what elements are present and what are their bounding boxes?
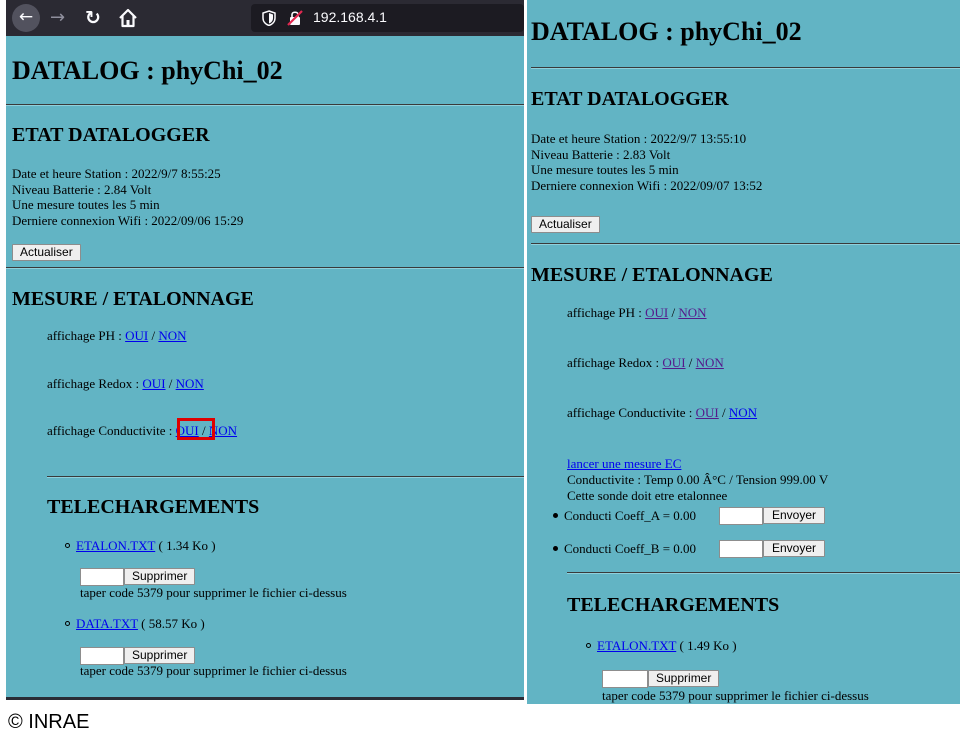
actualiser-button[interactable]: Actualiser <box>531 216 600 233</box>
redox-oui-link[interactable]: OUI <box>662 355 686 370</box>
file-item <box>586 638 737 654</box>
delete-code-input[interactable] <box>80 568 124 586</box>
url-bar[interactable] <box>251 4 524 32</box>
telechargements-heading: TELECHARGEMENTS <box>567 594 780 616</box>
conductivite-non-link[interactable]: NON <box>208 423 238 438</box>
lancer-mesure-ec-link[interactable]: lancer une mesure EC <box>567 456 682 471</box>
conductivite-non-link[interactable]: NON <box>728 405 758 420</box>
supprimer-button[interactable]: Supprimer <box>124 647 195 664</box>
affichage-conductivite-row: affichage Conductivite : OUI / NON <box>47 423 238 438</box>
back-arrow-icon[interactable]: ← <box>12 4 40 32</box>
envoyer-button[interactable]: Envoyer <box>763 540 825 557</box>
copyright-notice: © INRAE <box>8 711 90 733</box>
measure-interval: Une mesure toutes les 5 min <box>12 197 160 212</box>
last-wifi-connection: Derniere connexion Wifi : 2022/09/06 15:29 <box>12 212 244 228</box>
calibration-warning: Cette sonde doit etre etalonnee <box>567 488 728 503</box>
bottom-bar <box>6 697 524 700</box>
redox-oui-link[interactable]: OUI <box>142 376 166 391</box>
page-title: DATALOG : phyChi_02 <box>531 17 802 46</box>
url-text: 192.168.4.1 <box>313 9 387 25</box>
page-title: DATALOG : phyChi_02 <box>12 56 283 85</box>
bullet-icon <box>553 513 558 518</box>
measure-interval: Une mesure toutes les 5 min <box>531 162 679 177</box>
bullet-icon <box>65 543 70 548</box>
coeff-a-label: Conducti Coeff_A = 0.00 <box>564 508 697 523</box>
ph-oui-link[interactable]: OUI <box>645 305 669 320</box>
browser-toolbar <box>6 0 524 36</box>
file-size: ( 1.34 Ko ) <box>155 538 216 553</box>
conductivite-oui-link[interactable]: OUI <box>695 405 719 420</box>
conductivite-reading: Conductivite : Temp 0.00 Â°C / Tension 999.00 V <box>567 472 829 487</box>
coeff-b-input[interactable] <box>719 540 763 558</box>
ph-non-link[interactable]: NON <box>678 305 707 320</box>
file-size: ( 58.57 Ko ) <box>137 616 205 631</box>
mesure-heading: MESURE / ETALONNAGE <box>12 288 254 310</box>
file-item <box>65 616 205 632</box>
ec-measure-block <box>567 456 828 504</box>
coeff-a-input[interactable] <box>719 507 763 525</box>
file-link[interactable]: ETALON.TXT <box>597 638 677 653</box>
forward-arrow-icon[interactable]: → <box>50 7 66 28</box>
battery-level: Niveau Batterie : 2.84 Volt <box>12 181 152 197</box>
battery-level: Niveau Batterie : 2.83 Volt <box>531 146 671 162</box>
redox-non-link[interactable]: NON <box>175 376 204 391</box>
divider <box>567 572 960 574</box>
coeff-a-row <box>553 508 696 524</box>
divider <box>531 67 960 69</box>
mesure-heading: MESURE / ETALONNAGE <box>531 264 773 286</box>
conductivite-oui-link[interactable]: OUI <box>175 423 199 438</box>
supprimer-button[interactable]: Supprimer <box>648 670 719 687</box>
red-highlight-box <box>177 418 215 440</box>
divider <box>6 267 524 269</box>
affichage-conductivite-row: affichage Conductivite : OUI / NON <box>567 405 758 420</box>
divider <box>47 476 524 478</box>
delete-hint: taper code 5379 pour supprimer le fichier ci-dessus <box>80 585 347 600</box>
etat-heading: ETAT DATALOGGER <box>531 88 729 110</box>
affichage-ph-row: affichage PH : OUI / NON <box>567 305 707 320</box>
affichage-redox-row: affichage Redox : OUI / NON <box>567 355 724 370</box>
shield-icon[interactable] <box>262 10 276 26</box>
affichage-ph-row: affichage PH : OUI / NON <box>47 328 187 343</box>
coeff-b-label: Conducti Coeff_B = 0.00 <box>564 541 697 556</box>
envoyer-button[interactable]: Envoyer <box>763 507 825 524</box>
file-link[interactable]: DATA.TXT <box>76 616 138 631</box>
delete-hint: taper code 5379 pour supprimer le fichier ci-dessus <box>80 663 347 678</box>
bullet-icon <box>553 546 558 551</box>
reload-icon[interactable]: ↻ <box>85 7 101 29</box>
actualiser-button[interactable]: Actualiser <box>12 244 81 261</box>
left-phone-screenshot <box>6 0 524 697</box>
delete-hint: taper code 5379 pour supprimer le fichier ci-dessus <box>602 688 869 703</box>
divider <box>6 104 524 106</box>
etat-heading: ETAT DATALOGGER <box>12 124 210 146</box>
bullet-icon <box>586 643 591 648</box>
etat-info <box>12 166 243 228</box>
redox-non-link[interactable]: NON <box>695 355 724 370</box>
ph-oui-link[interactable]: OUI <box>125 328 149 343</box>
divider <box>531 243 960 245</box>
file-item <box>65 538 216 554</box>
last-wifi-connection: Derniere connexion Wifi : 2022/09/07 13:52 <box>531 177 763 193</box>
coeff-b-row <box>553 541 696 557</box>
file-size: ( 1.49 Ko ) <box>676 638 737 653</box>
supprimer-button[interactable]: Supprimer <box>124 568 195 585</box>
telechargements-heading: TELECHARGEMENTS <box>47 496 260 518</box>
affichage-redox-row: affichage Redox : OUI / NON <box>47 376 204 391</box>
station-datetime: Date et heure Station : 2022/9/7 13:55:10 <box>531 131 747 146</box>
etat-info <box>531 131 762 193</box>
right-phone-screenshot <box>527 0 960 704</box>
home-icon[interactable] <box>118 6 138 30</box>
station-datetime: Date et heure Station : 2022/9/7 8:55:25 <box>12 166 221 181</box>
delete-code-input[interactable] <box>602 670 648 688</box>
file-link[interactable]: ETALON.TXT <box>76 538 156 553</box>
bullet-icon <box>65 621 70 626</box>
insecure-lock-icon[interactable] <box>287 10 303 26</box>
ph-non-link[interactable]: NON <box>158 328 187 343</box>
